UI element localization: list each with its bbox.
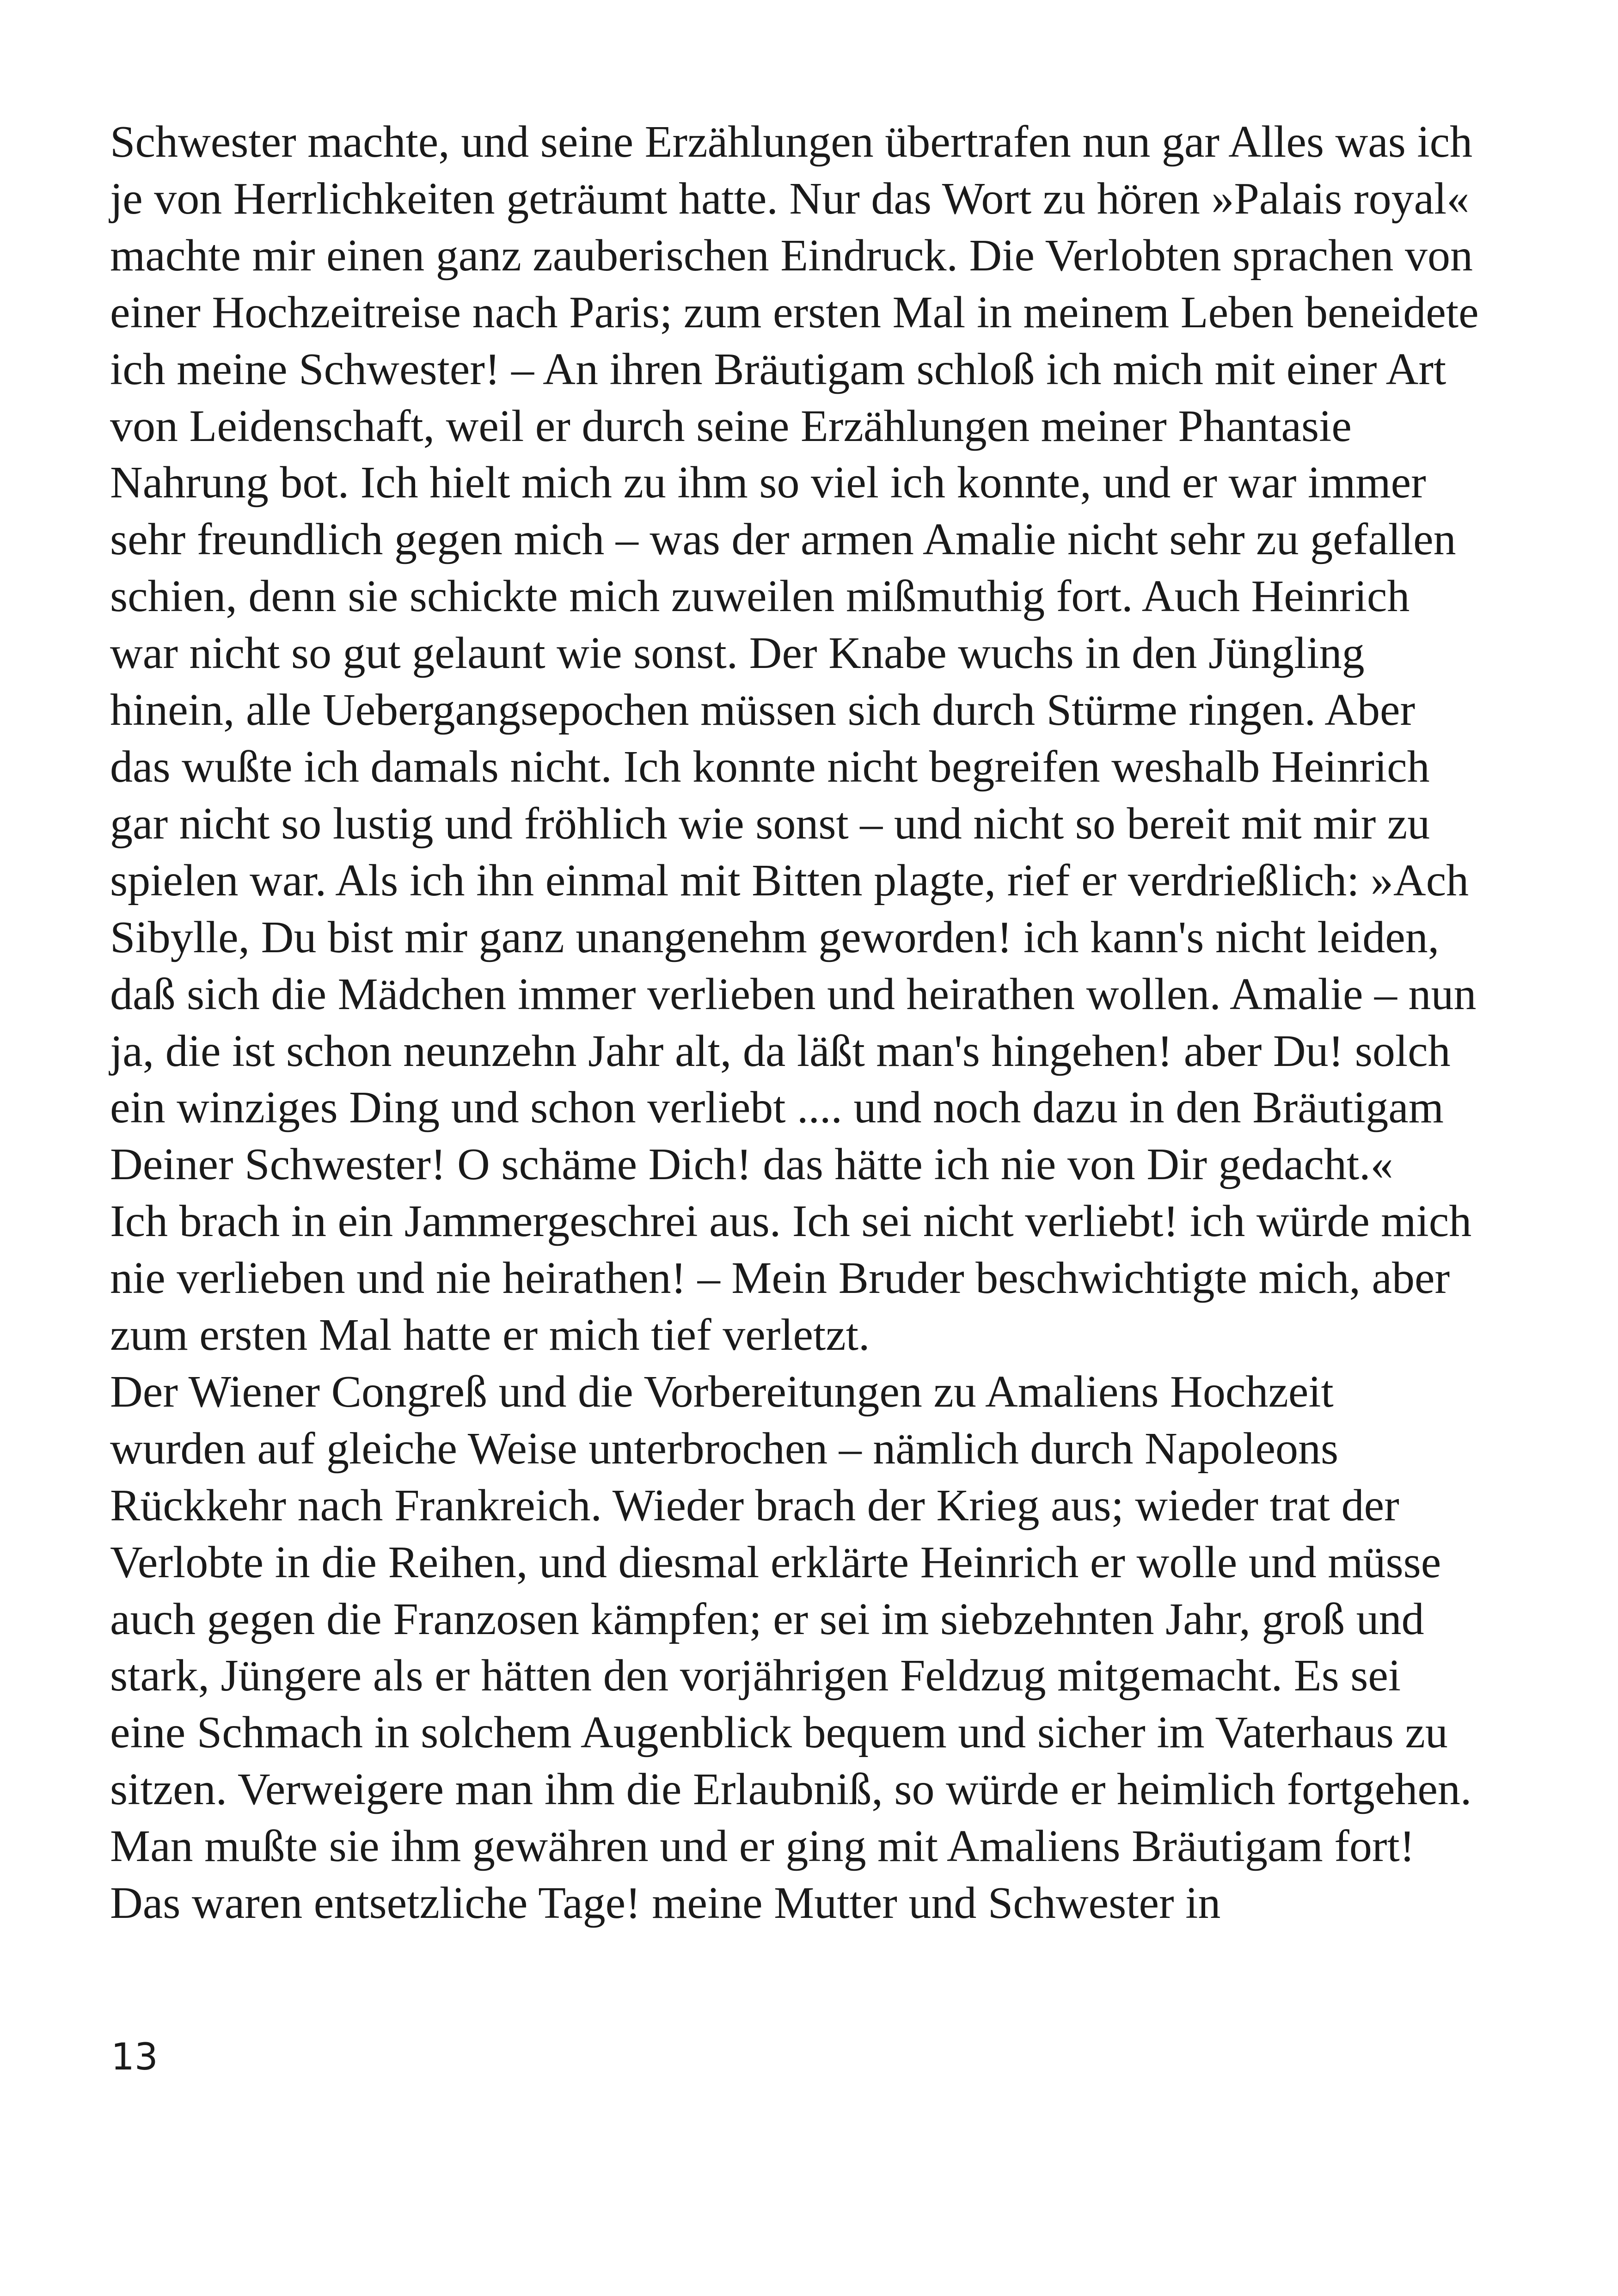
text-line: einer Hochzeitreise nach Paris; zum ersten Mal in meinem Leben beneidete: [110, 287, 1479, 337]
text-line: Schwester machte, und seine Erzählungen übertrafen nun gar Alles was ich: [110, 117, 1473, 167]
text-line: ein winziges Ding und schon verliebt .... und noch dazu in den Bräutigam: [110, 1083, 1444, 1133]
text-line: schien, denn sie schickte mich zuweilen mißmuthig fort. Auch Heinrich: [110, 571, 1410, 622]
text-line: Der Wiener Congreß und die Vorbereitungen zu Amaliens Hochzeit: [110, 1366, 1334, 1417]
text-line: Verlobte in die Reihen, und diesmal erklärte Heinrich er wolle und müsse: [110, 1537, 1441, 1587]
text-line: ich meine Schwester! – An ihren Bräutigam schloß ich mich mit einer Art: [110, 344, 1446, 394]
text-line: wurden auf gleiche Weise unterbrochen – nämlich durch Napoleons: [110, 1423, 1339, 1474]
page-number: 13: [111, 2035, 158, 2078]
text-line: sehr freundlich gegen mich – was der armen Amalie nicht sehr zu gefallen: [110, 514, 1456, 565]
text-line: gar nicht so lustig und fröhlich wie sonst – und nicht so bereit mit mir zu: [110, 798, 1430, 849]
text-line: sitzen. Verweigere man ihm die Erlaubniß, so würde er heimlich fortgehen.: [110, 1764, 1472, 1815]
text-line: zum ersten Mal hatte er mich tief verletzt.: [110, 1310, 870, 1360]
text-line: machte mir einen ganz zauberischen Eindruck. Die Verlobten sprachen von: [110, 230, 1473, 281]
text-line: nie verlieben und nie heirathen! – Mein Bruder beschwichtigte mich, aber: [110, 1253, 1450, 1304]
text-line: spielen war. Als ich ihn einmal mit Bitten plagte, rief er verdrießlich: »Ach: [110, 855, 1469, 906]
text-line: Sibylle, Du bist mir ganz unangenehm geworden! ich kann's nicht leiden,: [110, 912, 1440, 962]
text-line: war nicht so gut gelaunt wie sonst. Der Knabe wuchs in den Jüngling: [110, 628, 1365, 679]
text-line: eine Schmach in solchem Augenblick bequem und sicher im Vaterhaus zu: [110, 1708, 1448, 1758]
text-line: Rückkehr nach Frankreich. Wieder brach der Krieg aus; wieder trat der: [110, 1480, 1399, 1531]
text-line: je von Herrlichkeiten geträumt hatte. Nur das Wort zu hören »Palais royal«: [110, 173, 1470, 224]
text-line: stark, Jüngere als er hätten den vorjährigen Feldzug mitgemacht. Es sei: [110, 1651, 1401, 1701]
text-line: daß sich die Mädchen immer verlieben und heirathen wollen. Amalie – nun: [110, 969, 1477, 1019]
text-line: das wußte ich damals nicht. Ich konnte nicht begreifen weshalb Heinrich: [110, 741, 1430, 792]
text-line: Deiner Schwester! O schäme Dich! das hätte ich nie von Dir gedacht.«: [110, 1139, 1393, 1190]
text-line: auch gegen die Franzosen kämpfen; er sei im siebzehnten Jahr, groß und: [110, 1594, 1424, 1644]
body-text: [110, 114, 1534, 1932]
text-line: Ich brach in ein Jammergeschrei aus. Ich sei nicht verliebt! ich würde mich: [110, 1196, 1472, 1247]
text-line: Man mußte sie ihm gewähren und er ging mit Amaliens Bräutigam fort!: [110, 1821, 1415, 1872]
text-line: von Leidenschaft, weil er durch seine Erzählungen meiner Phantasie: [110, 401, 1352, 451]
text-line: Nahrung bot. Ich hielt mich zu ihm so viel ich konnte, und er war immer: [110, 458, 1426, 508]
text-line: ja, die ist schon neunzehn Jahr alt, da läßt man's hingehen! aber Du! solch: [110, 1026, 1451, 1076]
text-line: hinein, alle Uebergangsepochen müssen sich durch Stürme ringen. Aber: [110, 685, 1416, 735]
text-line: Das waren entsetzliche Tage! meine Mutter und Schwester in: [110, 1878, 1221, 1929]
